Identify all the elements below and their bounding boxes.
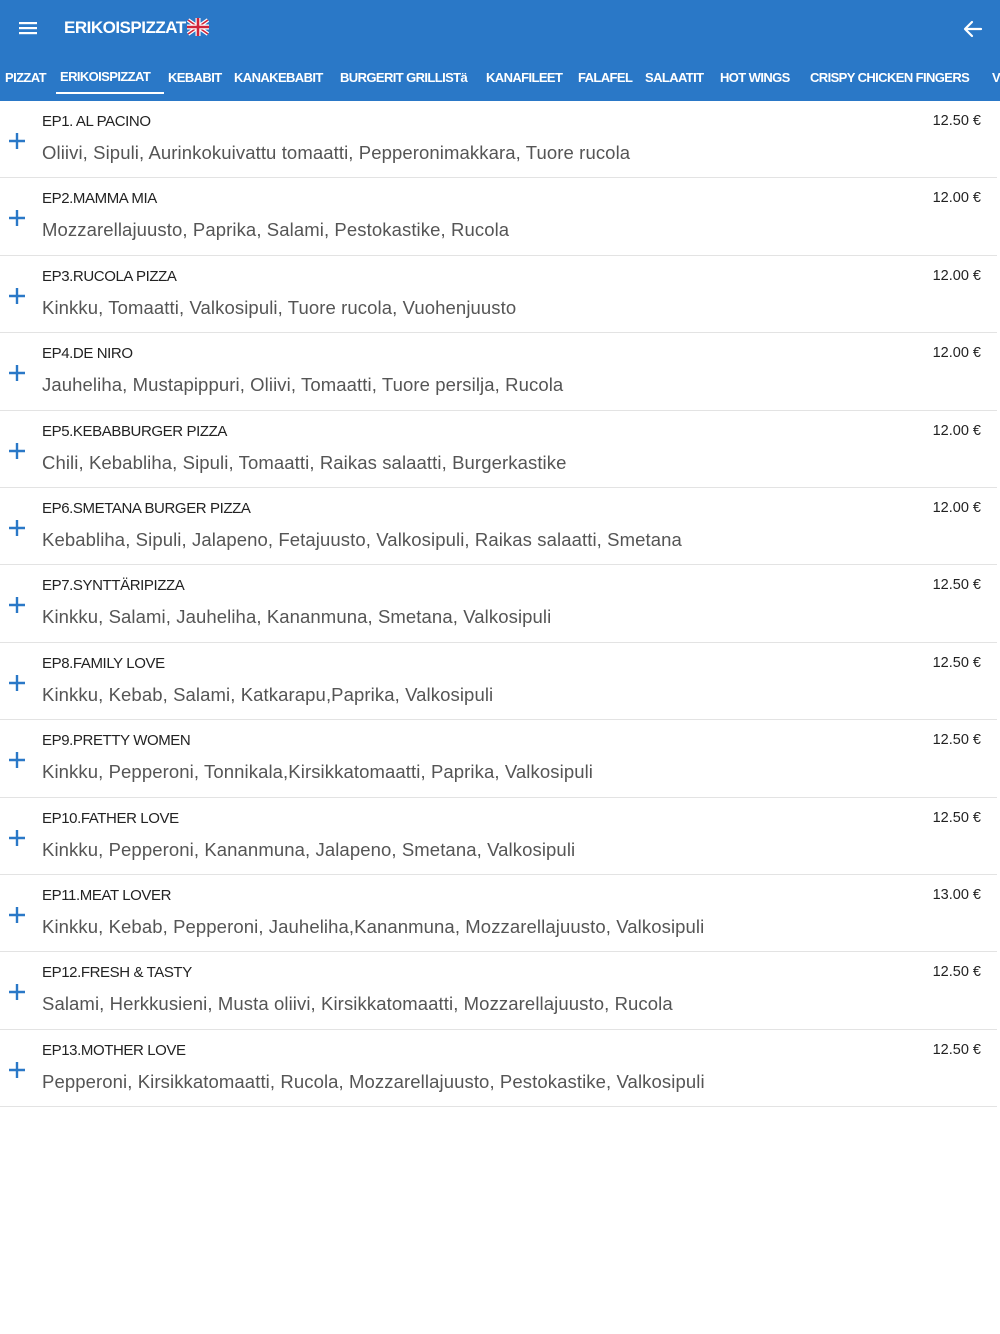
item-description: Chili, Kebabliha, Sipuli, Tomaatti, Raikas salaatti, Burgerkastike	[42, 451, 567, 473]
plus-icon[interactable]	[6, 749, 28, 771]
item-name: EP9.PRETTY WOMEN	[42, 732, 191, 750]
tab-partial[interactable]: V	[992, 70, 1000, 85]
item-name: EP13.MOTHER LOVE	[42, 1041, 186, 1059]
item-price: 12.50 €	[932, 577, 981, 594]
item-name: EP12.FRESH & TASTY	[42, 964, 192, 982]
item-price: 12.00 €	[932, 499, 981, 516]
plus-icon[interactable]	[6, 285, 28, 307]
language-button[interactable]	[186, 17, 210, 37]
active-tab-indicator	[56, 92, 164, 94]
item-price: 12.50 €	[932, 964, 981, 981]
item-description: Kinkku, Kebab, Salami, Katkarapu,Paprika, Valkosipuli	[42, 683, 494, 705]
page-title: ERIKOISPIZZAT	[64, 18, 186, 37]
plus-icon[interactable]	[6, 904, 28, 926]
plus-icon[interactable]	[6, 517, 28, 539]
item-name: EP7.SYNTTÄRIPIZZA	[42, 577, 185, 595]
item-name: EP8.FAMILY LOVE	[42, 654, 165, 672]
menu-item[interactable]	[0, 256, 997, 333]
item-price: 12.50 €	[932, 1041, 981, 1058]
menu-item[interactable]	[0, 411, 997, 488]
item-price: 12.50 €	[932, 732, 981, 749]
item-price: 12.50 €	[932, 113, 981, 129]
tab-kebabit[interactable]: KEBABIT	[168, 70, 222, 85]
item-description: Kinkku, Pepperoni, Kananmuna, Jalapeno, Smetana, Valkosipuli	[42, 838, 576, 860]
menu-list	[0, 101, 1000, 1107]
app-bar	[0, 0, 1000, 101]
menu-button[interactable]	[14, 14, 42, 42]
tab-erikoispizzat[interactable]: ERIKOISPIZZAT	[60, 69, 151, 84]
tab-kanafileet[interactable]: KANAFILEET	[486, 70, 563, 85]
menu-item[interactable]	[0, 101, 997, 178]
plus-icon[interactable]	[6, 827, 28, 849]
menu-item[interactable]	[0, 488, 997, 565]
arrow-left-icon	[963, 20, 983, 38]
menu-item[interactable]	[0, 952, 997, 1029]
tab-burgerit-grillista[interactable]: BURGERIT GRILLISTä	[340, 70, 468, 85]
plus-icon[interactable]	[6, 1059, 28, 1081]
item-name: EP2.MAMMA MIA	[42, 190, 157, 208]
item-name: EP3.RUCOLA PIZZA	[42, 267, 177, 285]
tab-hot-wings[interactable]: HOT WINGS	[720, 70, 790, 85]
item-description: Kinkku, Tomaatti, Valkosipuli, Tuore rucola, Vuohenjuusto	[42, 296, 517, 318]
menu-item[interactable]	[0, 333, 997, 410]
item-price: 12.00 €	[932, 267, 981, 284]
item-description: Mozzarellajuusto, Paprika, Salami, Pestokastike, Rucola	[42, 219, 510, 241]
item-description: Jauheliha, Mustapippuri, Oliivi, Tomaatti, Tuore persilja, Rucola	[42, 374, 564, 396]
item-name: EP5.KEBABBURGER PIZZA	[42, 422, 227, 440]
tab-crispy-chicken-fingers[interactable]: CRISPY CHICKEN FINGERS	[810, 70, 970, 85]
item-price: 13.00 €	[932, 886, 981, 903]
menu-item[interactable]	[0, 875, 997, 952]
toolbar	[0, 0, 1000, 56]
item-price: 12.00 €	[932, 190, 981, 207]
item-name: EP6.SMETANA BURGER PIZZA	[42, 499, 251, 517]
hamburger-menu-icon	[18, 20, 38, 36]
item-description: Pepperoni, Kirsikkatomaatti, Rucola, Mozzarellajuusto, Pestokastike, Valkosipuli	[42, 1070, 705, 1092]
tab-kanakebabit[interactable]: KANAKEBABIT	[234, 70, 323, 85]
menu-item[interactable]	[0, 565, 997, 642]
menu-item[interactable]	[0, 798, 997, 875]
plus-icon[interactable]	[6, 440, 28, 462]
item-description: Kebabliha, Sipuli, Jalapeno, Fetajuusto, Valkosipuli, Raikas salaatti, Smetana	[42, 528, 682, 550]
back-button[interactable]	[958, 14, 988, 44]
menu-item[interactable]	[0, 720, 997, 797]
menu-item[interactable]	[0, 1030, 997, 1107]
plus-icon[interactable]	[6, 207, 28, 229]
item-name: EP10.FATHER LOVE	[42, 809, 179, 827]
tab-salaatit[interactable]: SALAATIT	[645, 70, 704, 85]
category-tabs	[0, 56, 1000, 101]
tab-falafel[interactable]: FALAFEL	[578, 70, 633, 85]
item-description: Salami, Herkkusieni, Musta oliivi, Kirsikkatomaatti, Mozzarellajuusto, Rucola	[42, 993, 673, 1015]
item-price: 12.00 €	[932, 345, 981, 362]
plus-icon[interactable]	[6, 130, 28, 152]
item-price: 12.50 €	[932, 809, 981, 826]
item-description: Kinkku, Pepperoni, Tonnikala,Kirsikkatomaatti, Paprika, Valkosipuli	[42, 761, 594, 783]
plus-icon[interactable]	[6, 672, 28, 694]
item-price: 12.50 €	[932, 654, 981, 671]
menu-item[interactable]	[0, 643, 997, 720]
item-description: Oliivi, Sipuli, Aurinkokuivattu tomaatti, Pepperonimakkara, Tuore rucola	[42, 142, 631, 163]
item-name: EP1. AL PACINO	[42, 113, 151, 130]
item-description: Kinkku, Kebab, Pepperoni, Jauheliha,Kananmuna, Mozzarellajuusto, Valkosipuli	[42, 915, 705, 937]
uk-flag-icon	[186, 17, 210, 37]
tab-pizzat[interactable]: PIZZAT	[5, 70, 46, 85]
item-name: EP11.MEAT LOVER	[42, 886, 172, 904]
plus-icon[interactable]	[6, 362, 28, 384]
item-description: Kinkku, Salami, Jauheliha, Kananmuna, Smetana, Valkosipuli	[42, 606, 552, 628]
item-name: EP4.DE NIRO	[42, 345, 133, 363]
menu-item[interactable]	[0, 178, 997, 255]
plus-icon[interactable]	[6, 981, 28, 1003]
item-price: 12.00 €	[932, 422, 981, 439]
plus-icon[interactable]	[6, 594, 28, 616]
